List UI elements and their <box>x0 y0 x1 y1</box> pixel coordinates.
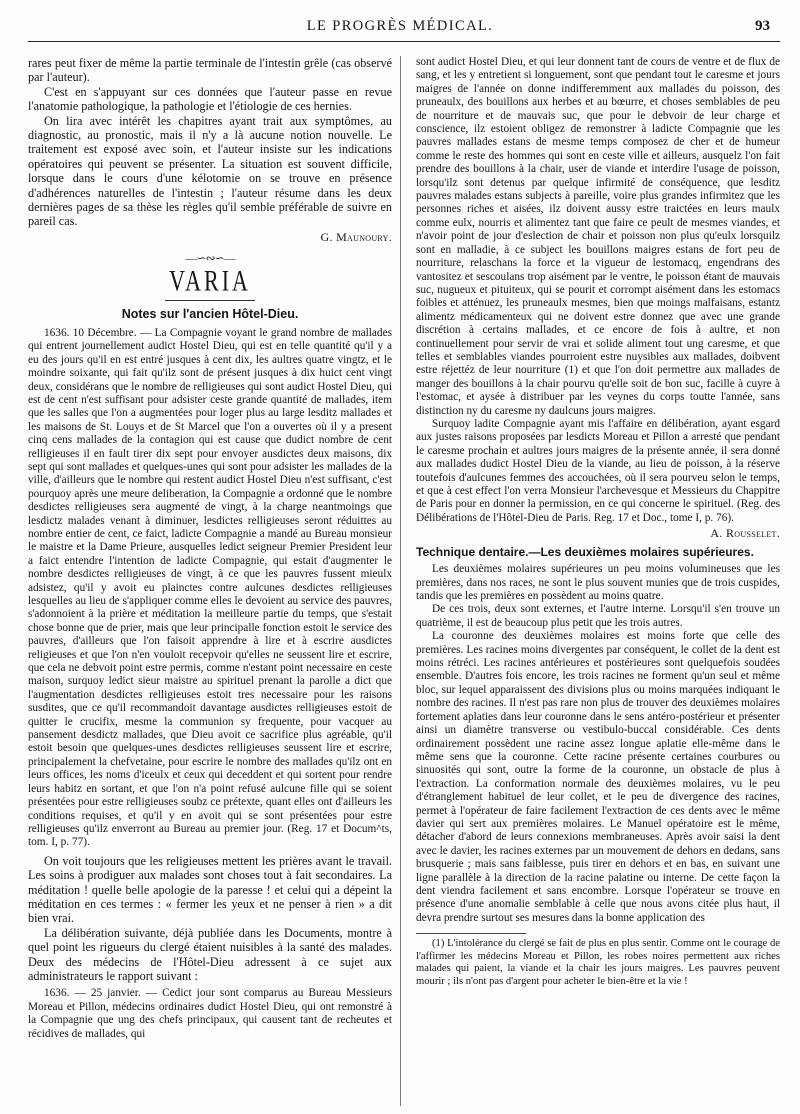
right-column <box>416 56 780 1106</box>
section-title: VARIA <box>169 263 251 298</box>
left-column <box>28 56 392 1106</box>
paragraph: On voit toujours que les religieuses mettent les prières avant le travail. Les soins à prodiguer aux malades sont choses tout à fait secondaires. La méditation ! quelle belle apologie de la paresse ! et celui qui a dépeint la méditation en ces termes : « fermer les yeux et ne penser à rien » a dit bien vrai. <box>28 853 392 926</box>
paragraph: C'est en s'appuyant sur ces données que l'auteur passe en revue l'anatomie pathologique, la pathologie et l'étiologie de ces hernies. <box>28 84 392 114</box>
article-subheading: Notes sur l'ancien Hôtel-Dieu. <box>121 306 299 321</box>
paragraph: 1636. 10 Décembre. — La Compagnie voyant le grand nombre de mallades qui entrent journellement audict Hostel Dieu, qui est en telle quantité qu'il y a eu des jours qu'il en est entré jusques à cent dix, les aultres quatre vingtz, et le moindre soixante, qui fait qu'ilz sont de présent jusques à dix huict cent vingt deux, considérans que le nombre de relligieuses qui sont audict Hostel Dieu, qui est de cent n'est suffisant pour adsister ceste grande quantité de mallades, item que les salles que l'on a augmentées pour loger plus au large lesditz mallades et les maisons de St. Louys et de St Marcel que l'on a ouvertes où il y a present cinq cens mallades de la contagion qui est cause que dudict nombre de cent relligieuses il en fault tirer dix sept pour envoyer ausdictes deux maisons, dix sept qui sont mallades et quelques-unes qui sont pour adsister les mallades de la ville, d'ailleurs que le nombre qui restent audict Hostel Dieu n'est suffisant, c'est pourquoy après une meure deliberation, la Compagnie a ordonné que le nombre desdictes relligieuses sera augmenté de vingt, à la charge neantmoings que lesdictz malades venant à diminuer, lesdictes relligieuses seront réduittes au nombre entier de cent, ce faict, ladicte Compagnie a mandé au Bureau monsieur le maistre et la Dame Prieure, ausquelles ledict seigneur Premier President leur a faict entendre l'intention de ladicte Compagnie, qui estait d'augmenter le nombre desdictes relligieuses de vingt, à ce que les pauvres fussent mieulx adsistez, qu'il y avoit eu plainctes contre aulcunes desdictes relligieuses lesquelles au lieu de s'appliquer comme elles le devoient au service des pauvres, s'adonnoient à la prière et méditation la meilleure partie du temps, que s'estait chose bonne que de prier, mais que leur principalle fonction estoit le service des pauvres, d'ailleurs que l'on faisoit apprendre à lire et à escrire ausdictes religieuses et que l'on n'en vouloit recepvoir qu'elles ne seussent lire et escrire, que cela ne debvoit point estre permis, comme n'estant point necessaire en ceste maison, surquoy ledict sieur maistre au spirituel prenant la parolle a dict que l'augmentation desdictes relligieuses estoit tres necessaire pour les raisons susdites, que ce qu'il recommandoit davantage ausdictes relligieuses estoit de quitter le crucifix, mesme la communion sy frequente, pour vacquer au pansement desdictz mallades, que Dieu avoit ce sacrifice plus agréable, qu'il estoit besoin que quelques-unes desdictes relligieuses seussent lire et escrire, principalement la chefvetaine, pour escrire le nombre des mallades qu'ilz ont en leurs offices, les noms d'iceulx et ceux qui deceddent et qui sortent pour rendre leurs habitz en sortant, et que l'on n'a point refusé aulcune fille qui se soient présentées pour estre relligieuses soubz ce prétexte, quant elles ont d'ailleurs les conditions requises, et qu'il y en avoit qui se sont présentées pour estre relligieuses qu'ilz enverront au Bureau au premier jour. (Reg. 17 et Docum^ts, tom. I, p. 77). <box>28 326 392 849</box>
footnote-rule <box>416 933 526 934</box>
paragraph: Les deuxièmes molaires supérieures un peu moins volumineuses que les premières, dans nos races, ne sont le plus souvent munies que de trois cuspides, tandis que les premières en possèdent au moins quatre. <box>416 563 780 603</box>
journal-title: LE PROGRÈS MÉDICAL. <box>306 18 494 34</box>
header-rule <box>28 41 780 42</box>
article-heading: Technique dentaire.—Les deuxièmes molaires supérieures. <box>416 545 754 560</box>
signature: A. Rousselet. <box>710 526 780 541</box>
page-number: 93 <box>755 18 770 34</box>
paragraph: 1636. — 25 janvier. — Cedict jour sont comparus au Bureau Messieurs Moreau et Pillon, médecins ordinaires dudict Hostel Dieu, qui ont remonstré à la Compagnie que ung des chefs principaux, qui causent tant de recheutes et récidives de mallades, qui <box>28 987 392 1040</box>
ornament-divider: —∽∾∽— <box>185 250 235 265</box>
paragraph: On lira avec intérêt les chapitres ayant trait aux symptômes, au diagnostic, au pronostic, mais il n'y a là aucune notion nouvelle. Le traitement est exposé avec soin, et l'auteur insiste sur les indications opératoires qui peuvent se présenter. La situation est souvent difficile, lorsque dans le cours d'une kélotomie on se trouve en présence d'adhérences naturelles de l'intestin ; l'auteur résume dans les deux dernières pages de sa thèse les règles qu'il semble préférable de suivre en pareil cas. <box>28 113 392 229</box>
section-rule <box>165 300 255 301</box>
running-header <box>0 14 800 40</box>
column-divider <box>400 56 401 1106</box>
paragraph: sont audict Hostel Dieu, et qui leur donnent tant de cours de ventre et de flux de sang, et les y entretient si longuement, sont que pendant tout le caresme et jours maigres de l'année on donne indifferemment aux mallades du poisson, des pruneaulx, des bouillons aux herbes et au bœurre, et choses semblables de peu de nourriture et de mauvais suc, que pour le debvoir de leur charge et conscience, ilz estoient obligez de remonstrer à ladicte Compagnie que les pauvres mallades estans de mesme temps composez de cher et de humeur comme le reste des hommes qui sont en ceste ville et ailleurs, ausquelz l'on fait prendre des bouillons à la chair, user de viande et interdire l'usage de poisson, lorsqu'ilz sont detenus par quelque infirmité de conséquence, que lesditz pauvres malades estans subjects à pareille, voire plus grandes infirmitez que les personnes riches et aisées, ilz doivent aussy estre traictées en leurs maulx comme eulx, nourris et alimentez tant que faire ce peult de mesmes viandes, et n'avoir point de jour d'eslection de chair et poisson non plus qu'eulx lorsquilz sont en malladie, à ce subject les bouillons maigres estans de fort peu de nourriture, relaschans la force et la vigueur de lestomacq, engendrans des vantositez et sescoulans trop aisément par le ventre, le poisson étant de mauvais suc, nugueux et pituiteux, qui se pourit et corrompt aisément dans les estomacs foibles et atténuez, les pruneaulx mesmes, bien que moings malfaisans, estantz alimentz médicamenteux qui ne doivent estre donnez que avec une grande discrétion à certains mallades, et ce encore de fois à aultre, et non continuellement pour servir de vrai et solide aliment tout ung caresme, et que telles et semblables viandes pourroient estre nuysibles aux mallades, doibvent estre réjettéz de leur nourriture (1) et que l'on doit permettre aux mallades de manger des bouillons à la chair pourvu qu'elle soit de bon suc, facille à cuyre à l'estomac, et aysée à distribuer par les veynes du corps toutte l'année, sans distinction ny du caresme ny daulcuns jours maigres. <box>416 56 780 417</box>
paragraph: De ces trois, deux sont externes, et l'autre interne. Lorsqu'il s'en trouve un quatrième, il est de beaucoup plus petit que les trois autres. <box>416 603 780 629</box>
footnote: (1) L'intolérance du clergé se fait de plus en plus sentir. Comme ont le courage de l'affirmer les médecins Moreau et Pillon, les robes noires permettent aux riches malades qui paient, la viande et la chair les jours maigres. Les pauvres peuvent mourir ; ils n'ont pas d'argent pour acheter le bien-être et la vie ! <box>416 938 780 987</box>
signature: G. Maunoury. <box>320 229 392 244</box>
paragraph: Surquoy ladite Compagnie ayant mis l'affaire en délibération, ayant esgard aux justes raisons proposées par lesdicts Moreau et Pillon a arresté que pendant le caresme prochain et aultres jours maigres de la présente année, il sera donné aux mallades dudict Hostel Dieu de la viande, au lieu de poisson, à la réserve toutefois d'aulcunes femmes des accouchées, où il sera pourveu selon le temps, et que à cest effect l'on verra Monsieur l'archevesque et Messieurs du Chappitre de Paris pour en donner la permission, en ce qui concerne le spirituel. (Reg. des Délibérations de l'Hôtel-Dieu de Paris. Reg. 17 et Doc., tome I, p. 76). <box>416 417 780 524</box>
paragraph: La couronne des deuxièmes molaires est moins forte que celle des premières. Les racines moins divergentes par conséquent, le collet de la dent est moins rétréci. Les racines antérieures et postérieures sont quelquefois soudées ensemble. D'autres fois encore, les trois racines ne forment qu'un seul et même bloc, sur lequel apparaissent des divisions plus ou moins marquées indiquant le nombre des racines. Il n'est pas rare non plus de trouver des deuxièmes molaires fortement aplaties dans leur couronne dans le sens antéro-postérieur et présenter ainsi un diamètre transverse ou vestibulo-buccal considérable. Ces dents ordinairement possèdent une racine assez longue aplatie elle-même dans le même sens que la couronne. Cette racine présente certaines courbures ou sinuosités qui sont, outre la forme de la couronne, un obstacle de plus à l'extraction. La conformation normale des deuxièmes molaires, vu le peu d'étranglement habituel de leur collet, et le peu de divergence des racines, permet à l'opérateur de faire facilement l'extraction de ces dents avec le même davier qui sert aux premières molaires. Le Manuel opératoire est le même, détacher d'abord de leurs connexions membraneuses. Après avoir saisi la dent avec le davier, les racines externes par un mouvement de dehors en dedans, sans brusquerie ; mais sans faiblesse, puis tirer en dehors et en bas, en suivant une ligne parallèle à la direction de la racine palatine ou interne. De cette façon la dent viendra facilement et sans encombre. Lorsque l'opérateur se trouve en présence d'une anomalie semblable à celle que nous avons citée plus haut, il devra prendre surtout ses mesures dans la bonne application des <box>416 630 780 924</box>
paragraph: La délibération suivante, déjà publiée dans les Documents, montre à quel point les rigueurs du clergé étaient nuisibles à la santé des malades. Deux des médecins de l'Hôtel-Dieu adressent à ce sujet aux administrateurs le rapport suivant : <box>28 925 392 983</box>
paragraph: rares peut fixer de même la partie terminale de l'intestin grêle (cas observé par l'auteur). <box>28 56 392 85</box>
